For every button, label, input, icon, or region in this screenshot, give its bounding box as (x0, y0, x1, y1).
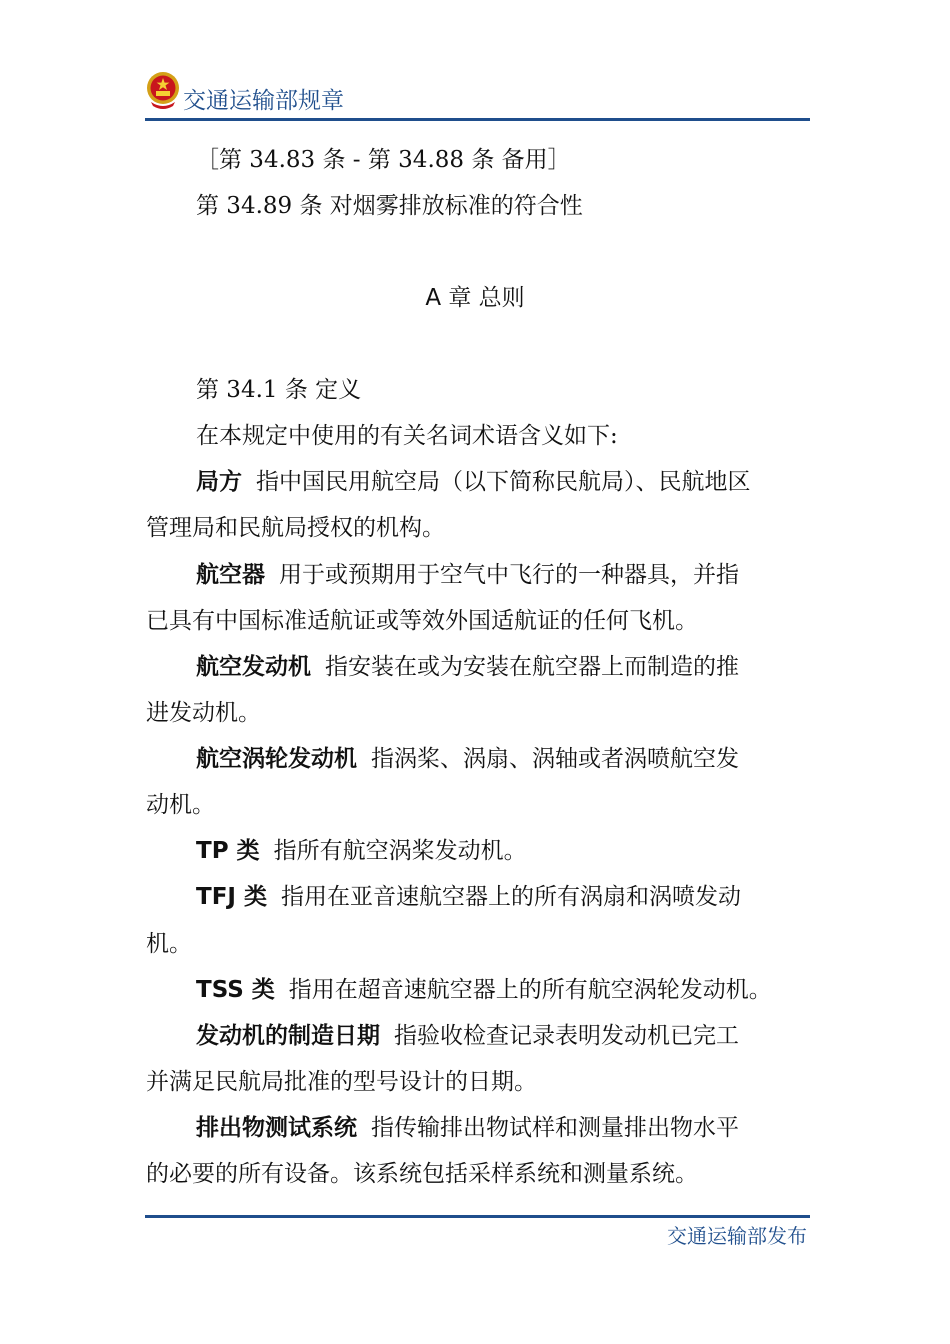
article-heading: 第 34.1 条 定义 (196, 377, 362, 403)
definition-term: 发动机的制造日期 (196, 1023, 380, 1049)
national-emblem-icon (145, 70, 181, 110)
definition-term: 航空器 (196, 562, 265, 588)
article-intro: 在本规定中使用的有关名词术语含义如下: (196, 423, 618, 449)
definition-continuation: 已具有中国标准适航证或等效外国适航证的任何飞机。 (146, 608, 698, 634)
definition-text: 指用在超音速航空器上的所有航空涡轮发动机。 (288, 977, 772, 1003)
definition-text: 指传输排出物试样和测量排出物水平 (371, 1115, 739, 1141)
definition-term: TFJ 类 (196, 884, 267, 910)
definition-text: 指中国民用航空局（以下简称民航局）、民航地区 (256, 469, 751, 495)
definition-term: 排出物测试系统 (196, 1115, 357, 1141)
definition-line (196, 1021, 739, 1051)
definition-continuation: 的必要的所有设备。该系统包括采样系统和测量系统。 (146, 1161, 698, 1187)
definition-term: TSS 类 (196, 977, 275, 1003)
definition-line (196, 652, 739, 682)
definition-continuation: 动机。 (146, 792, 215, 818)
definition-term: 局方 (196, 469, 242, 495)
definition-text: 指所有航空涡桨发动机。 (273, 838, 527, 864)
definition-text: 指涡桨、涡扇、涡轴或者涡喷航空发 (371, 746, 739, 772)
definition-continuation: 管理局和民航局授权的机构。 (146, 515, 445, 541)
header-title: 交通运输部规章 (183, 88, 344, 114)
page-header (145, 68, 810, 122)
definition-line (196, 1113, 739, 1143)
header-divider (145, 118, 810, 121)
definition-text: 指用在亚音速航空器上的所有涡扇和涡喷发动 (280, 884, 741, 910)
chapter-title: A 章 总则 (425, 285, 525, 311)
definition-text: 指安装在或为安装在航空器上而制造的推 (325, 654, 739, 680)
definition-line (196, 560, 739, 590)
definition-line (196, 882, 741, 912)
definition-line (196, 975, 772, 1005)
toc-article-89: 第 34.89 条 对烟雾排放标准的符合性 (196, 193, 583, 219)
definition-text: 指验收检查记录表明发动机已完工 (394, 1023, 739, 1049)
definition-term: 航空发动机 (196, 654, 311, 680)
definition-continuation: 进发动机。 (146, 700, 261, 726)
toc-reserved-articles: ［第 34.83 条 - 第 34.88 条 备用］ (196, 147, 571, 173)
definition-line (196, 836, 527, 866)
footer-divider (145, 1215, 810, 1218)
definition-line (196, 744, 739, 774)
definition-term: 航空涡轮发动机 (196, 746, 357, 772)
definition-text: 用于或预期用于空气中飞行的一种器具，并指 (279, 562, 739, 588)
definition-continuation: 机。 (146, 931, 192, 957)
definition-continuation: 并满足民航局批准的型号设计的日期。 (146, 1069, 537, 1095)
definition-line (196, 467, 751, 497)
definition-term: TP 类 (196, 838, 260, 864)
footer-publisher: 交通运输部发布 (667, 1224, 807, 1248)
